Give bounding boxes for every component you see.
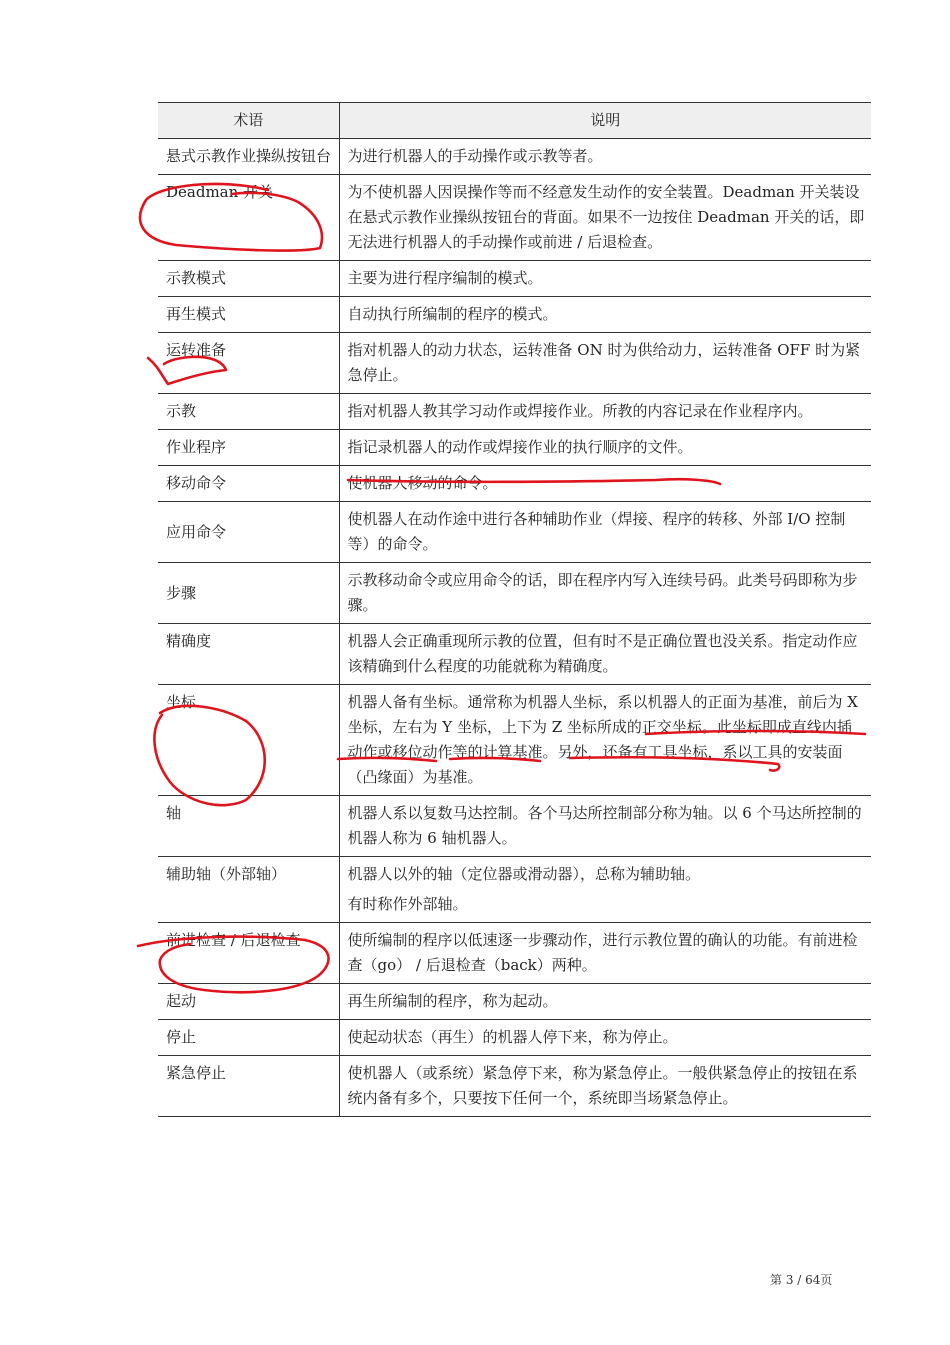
- table-row: [158, 1020, 871, 1056]
- description-cell: [339, 394, 871, 430]
- description-text: 主要为进行程序编制的模式。: [347, 269, 543, 287]
- description-cell: [339, 502, 871, 563]
- description-text: 使所编制的程序以低速逐一步骤动作，进行示教位置的确认的功能。有前进检查（go） / 后退检查（back）两种。: [347, 931, 858, 974]
- description-cell: [339, 261, 871, 297]
- description-cell: [339, 1056, 871, 1117]
- table-row: [158, 466, 871, 502]
- description-cell: [339, 624, 871, 685]
- description-text: 有时称作外部轴。: [347, 895, 468, 913]
- header-term: 术语: [158, 103, 339, 139]
- description-cell: [339, 923, 871, 984]
- table-row: [158, 796, 871, 857]
- description-text: 使机器人移动的命令。: [347, 474, 498, 492]
- term-cell: 精确度: [158, 624, 339, 685]
- term-cell: 轴: [158, 796, 339, 857]
- term-cell: 运转准备: [158, 333, 339, 394]
- description-text: 指记录机器人的动作或焊接作业的执行顺序的文件。: [347, 438, 693, 456]
- description-text: 使机器人在动作途中进行各种辅助作业（焊接、程序的转移、外部 I/O 控制等）的命令。: [347, 510, 846, 553]
- term-cell: 示教: [158, 394, 339, 430]
- term-cell: 辅助轴（外部轴）: [158, 857, 339, 923]
- table-row: [158, 430, 871, 466]
- description-cell: [339, 139, 871, 175]
- term-cell: 前进检查 / 后退检查: [158, 923, 339, 984]
- description-cell: [339, 430, 871, 466]
- description-text: 示教移动命令或应用命令的话，即在程序内写入连续号码。此类号码即称为步骤。: [347, 571, 858, 614]
- table-row: [158, 175, 871, 261]
- term-cell: 紧急停止: [158, 1056, 339, 1117]
- table-row: [158, 394, 871, 430]
- term-cell: 步骤: [158, 563, 339, 624]
- description-text: 再生所编制的程序，称为起动。: [347, 992, 558, 1010]
- description-cell: [339, 175, 871, 261]
- table-row: [158, 333, 871, 394]
- description-cell: [339, 857, 871, 923]
- table-row: [158, 624, 871, 685]
- term-cell: 坐标: [158, 685, 339, 796]
- description-text: 使起动状态（再生）的机器人停下来，称为停止。: [347, 1028, 678, 1046]
- term-cell: 示教模式: [158, 261, 339, 297]
- table-body: [158, 139, 871, 1117]
- term-cell: 应用命令: [158, 502, 339, 563]
- table-header-row: [158, 103, 871, 139]
- description-text: 机器人备有坐标。通常称为机器人坐标，系以机器人的正面为基准，前后为 X 坐标，左右为 Y 坐标，上下为 Z 坐标所成的正交坐标。此坐标即成直线内插动作或移位动作等的计算基准。另外，还备有工具坐标，系以工具的安装面（凸缘面）为基准。: [347, 693, 858, 786]
- table-row: [158, 563, 871, 624]
- description-cell: [339, 685, 871, 796]
- description-text: 为不使机器人因误操作等而不经意发生动作的安全装置。Deadman 开关装设在悬式示教作业操纵按钮台的背面。如果不一边按住 Deadman 开关的话，即无法进行机器人的手动操作或前进 / 后退检查。: [347, 183, 865, 251]
- term-cell: 起动: [158, 984, 339, 1020]
- term-cell: 移动命令: [158, 466, 339, 502]
- table-row: [158, 1056, 871, 1117]
- term-cell: 悬式示教作业操纵按钮台: [158, 139, 339, 175]
- description-text: 为进行机器人的手动操作或示教等者。: [347, 147, 603, 165]
- description-cell: [339, 466, 871, 502]
- term-cell: 作业程序: [158, 430, 339, 466]
- term-cell: Deadman 开关: [158, 175, 339, 261]
- table-row: [158, 261, 871, 297]
- description-cell: [339, 1020, 871, 1056]
- description-cell: [339, 297, 871, 333]
- description-cell: [339, 333, 871, 394]
- table-row: [158, 984, 871, 1020]
- description-text: 机器人以外的轴（定位器或滑动器），总称为辅助轴。: [347, 865, 701, 883]
- header-description: 说明: [339, 103, 871, 139]
- description-text: 自动执行所编制的程序的模式。: [347, 305, 558, 323]
- description-cell: [339, 984, 871, 1020]
- page-number: 第 3 / 64页: [770, 1273, 833, 1287]
- description-text: 机器人会正确重现所示教的位置，但有时不是正确位置也没关系。指定动作应该精确到什么程度的功能就称为精确度。: [347, 632, 858, 675]
- description-text: 指对机器人教其学习动作或焊接作业。所教的内容记录在作业程序内。: [347, 402, 813, 420]
- term-cell: 再生模式: [158, 297, 339, 333]
- description-text: 机器人系以复数马达控制。各个马达所控制部分称为轴。以 6 个马达所控制的机器人称为 6 轴机器人。: [347, 804, 862, 847]
- description-cell: [339, 796, 871, 857]
- description-text: 指对机器人的动力状态，运转准备 ON 时为供给动力，运转准备 OFF 时为紧急停止。: [347, 341, 861, 384]
- table-row: [158, 139, 871, 175]
- table-row: [158, 857, 871, 923]
- terminology-table: [158, 102, 871, 1117]
- description-text: 使机器人（或系统）紧急停下来，称为紧急停止。一般供紧急停止的按钮在系统内备有多个，只要按下任何一个，系统即当场紧急停止。: [347, 1064, 858, 1107]
- table-row: [158, 685, 871, 796]
- term-cell: 停止: [158, 1020, 339, 1056]
- table-row: [158, 297, 871, 333]
- table-row: [158, 502, 871, 563]
- table-row: [158, 923, 871, 984]
- description-cell: [339, 563, 871, 624]
